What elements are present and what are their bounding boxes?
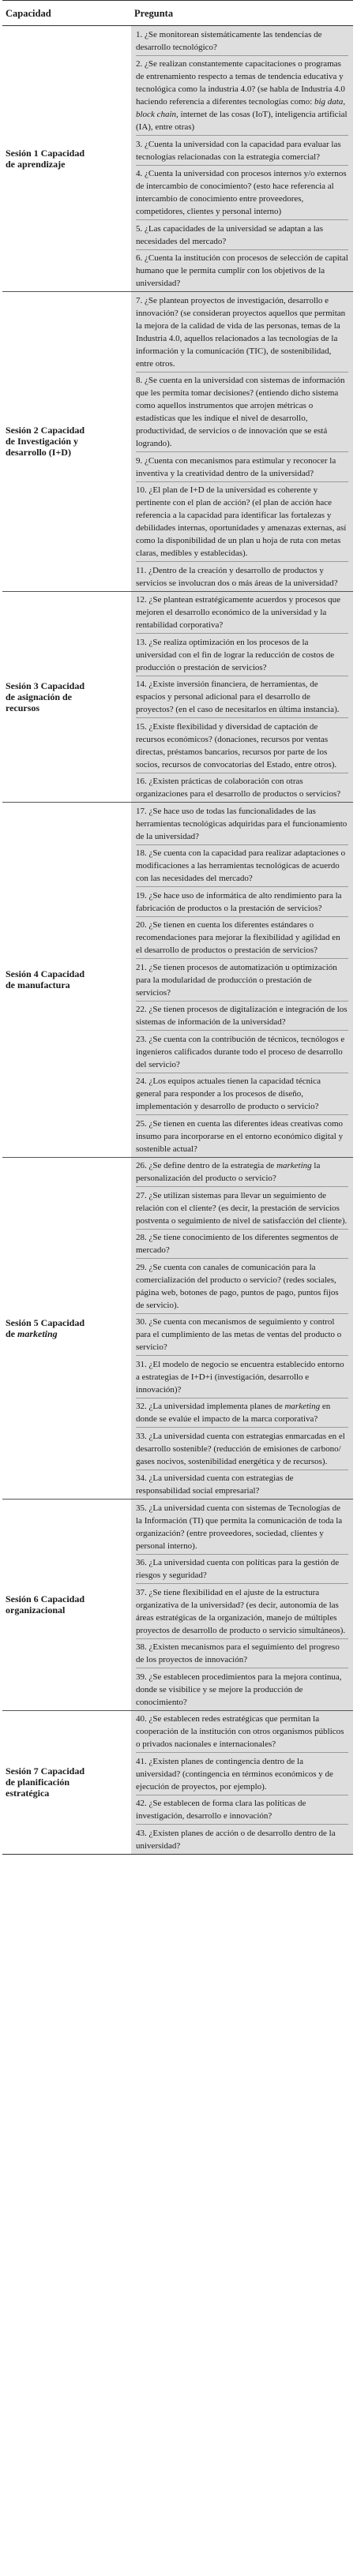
question-item: 30. ¿Se cuenta con mecanismos de seguimiento y control para el cumplimiento de las metas de ventas del producto o servicio?	[136, 1314, 348, 1357]
question-item: 8. ¿Se cuenta en la universidad con sistemas de información que les permita tomar decisiones? (entiendo dicho sistema como aquellos instrumentos que arrojen métricas o estadísticas que les indique el nivel de desarrollo, productividad, de servicios o de innovación que se está logrando).	[136, 373, 348, 453]
capacity-label: Sesión 5 Capacidad	[6, 1316, 85, 1328]
capacity-label: Sesión 7 Capacidad	[6, 1765, 85, 1777]
question-item: 35. ¿La universidad cuenta con sistemas de Tecnologías de la Información (TI) que permita la comunicación de toda la organización? (entre proveedores, sociedad, clientes y personal interno).	[136, 1500, 348, 1555]
header-pregunta: Pregunta	[131, 1, 353, 26]
table-header-row	[2, 1, 353, 26]
question-item: 38. ¿Existen mecanismos para el seguimiento del progreso de los proyectos de innovación?	[136, 1639, 348, 1669]
table-row	[2, 292, 353, 592]
capacity-label: Sesión 1 Capacidad	[6, 148, 85, 159]
question-item: 33. ¿La universidad cuenta con estrategias enmarcadas en el desarrollo sostenible? (reducción de emisiones de carbono/ gases nocivos, sostenibilidad energética y de recursos).	[136, 1428, 348, 1470]
question-item: 6. ¿Cuenta la institución con procesos de selección de capital humano que le permita cumplir con los objetivos de la universidad?	[136, 253, 348, 288]
capacity-label: de manufactura	[6, 979, 70, 991]
header-capacidad: Capacidad	[2, 1, 131, 26]
question-item: 2. ¿Se realizan constantemente capacitaciones o programas de entrenamiento respecto a temas de tendencia educativa y tecnológica como la industria 4.0? (se habla de Industria 4.0 haciendo referencia a diferentes tecnologías como: big data, block chain, internet de las cosas (IoT), inteligencia artificial (IA), entre otras)	[136, 56, 348, 137]
capacity-label: Sesión 3 Capacidad	[6, 680, 85, 691]
question-item: 26. ¿Se define dentro de la estrategia de marketing la personalización del producto o servicio?	[136, 1158, 348, 1188]
capacity-cell	[2, 591, 131, 803]
questions-cell	[131, 591, 353, 803]
question-item: 36. ¿La universidad cuenta con políticas para la gestión de riesgos y seguridad?	[136, 1555, 348, 1585]
question-item: 31. ¿El modelo de negocio se encuentra establecido entorno a estrategias de I+D+i (investigación, desarrollo e innovación)?	[136, 1356, 348, 1398]
questions-cell	[131, 803, 353, 1158]
question-item: 24. ¿Los equipos actuales tienen la capacidad técnica general para responder a los procesos de diseño, implementación y desarrollo de producto o servicio?	[136, 1073, 348, 1116]
question-item: 39. ¿Se establecen procedimientos para la mejora continua, donde se visibilice y se mejore la producción de conocimiento?	[136, 1672, 342, 1707]
capacity-label: organizacional	[6, 1604, 66, 1616]
questions-cell	[131, 26, 353, 292]
capacity-cell	[2, 803, 131, 1158]
capacity-label: de Investigación y	[6, 436, 79, 447]
table-row	[2, 591, 353, 803]
question-item: 4. ¿Cuenta la universidad con procesos internos y/o externos de intercambio de conocimiento? (esto hace referencia al intercambio de conocimiento entre proveedores, competidores, clientes y personal interno)	[136, 166, 348, 221]
capacity-cell	[2, 1500, 131, 1711]
capacity-cell	[2, 1710, 131, 1854]
capacity-label: Sesión 6 Capacidad	[6, 1593, 85, 1605]
question-item: 1. ¿Se monitorean sistemáticamente las tendencias de desarrollo tecnológico?	[136, 26, 348, 56]
capacity-cell	[2, 26, 131, 292]
capacity-label: recursos	[6, 702, 40, 713]
question-item: 3. ¿Cuenta la universidad con la capacidad para evaluar las tecnologías relacionadas con la estrategia comercial?	[136, 136, 348, 166]
question-item: 9. ¿Cuenta con mecanismos para estimular y reconocer la inventiva y la creatividad dentro de la universidad?	[136, 452, 348, 482]
question-item: 18. ¿Se cuenta con la capacidad para realizar adaptaciones o modificaciones a las herramientas tecnológicas de acuerdo con las necesidades del mercado?	[136, 845, 348, 888]
question-item: 14. ¿Existe inversión financiera, de herramientas, de espacios y personal adicional para el desarrollo de proyectos? (en el caso de necesitarlos en última instancia).	[136, 676, 348, 719]
question-item: 15. ¿Existe flexibilidad y diversidad de captación de recursos económicos? (donaciones, recursos por ventas directas, préstamos bancarios, recursos por parte de los socios, recursos de convocatorias del Estado, entre otros).	[136, 718, 348, 773]
questions-cell	[131, 1157, 353, 1500]
capacities-questions-table	[2, 0, 353, 1855]
question-item: 12. ¿Se plantean estratégicamente acuerdos y procesos que mejoren el desarrollo económico de la universidad y la rentabilidad corporativa?	[136, 592, 348, 635]
question-item: 23. ¿Se cuenta con la contribución de técnicos, tecnólogos e ingenieros calificados durante todo el proceso de desarrollo del servicio?	[136, 1031, 348, 1073]
table-row	[2, 1710, 353, 1854]
capacity-label: de planificación	[6, 1777, 70, 1788]
questions-cell	[131, 1710, 353, 1854]
question-item: 19. ¿Se hace uso de informática de alto rendimiento para la fabricación de productos o la prestación de servicios?	[136, 887, 348, 917]
capacity-label: Sesión 4 Capacidad	[6, 968, 85, 980]
question-item: 20. ¿Se tienen en cuenta los diferentes estándares o recomendaciones para mejorar la flexibilidad y agilidad en el desarrollo de productos o prestación de servicios?	[136, 917, 348, 960]
capacity-cell	[2, 1157, 131, 1500]
capacity-label: de aprendizaje	[6, 159, 66, 170]
question-item: 43. ¿Existen planes de acción o de desarrollo dentro de la universidad?	[136, 1828, 336, 1851]
table-row	[2, 26, 353, 292]
question-item: 11. ¿Dentro de la creación y desarrollo de productos y servicios se involucran dos o más áreas de la universidad?	[136, 565, 338, 588]
question-item: 16. ¿Existen prácticas de colaboración con otras organizaciones para el desarrollo de productos o servicios?	[136, 777, 341, 799]
question-item: 17. ¿Se hace uso de todas las funcionalidades de las herramientas tecnológicas adquiridas para el funcionamiento de la universidad?	[136, 803, 348, 845]
question-item: 5. ¿Las capacidades de la universidad se adaptan a las necesidades del mercado?	[136, 220, 348, 250]
question-item: 40. ¿Se establecen redes estratégicas que permitan la cooperación de la institución con otros organismos públicos o privados nacionales e internacionales?	[136, 1711, 348, 1754]
question-item: 22. ¿Se tienen procesos de digitalización e integración de los sistemas de información de la universidad?	[136, 1002, 348, 1032]
questions-cell	[131, 292, 353, 592]
question-item: 7. ¿Se plantean proyectos de investigación, desarrollo e innovación? (se consideran proyectos aquellos que permitan la mejora de la calidad de vida de las personas, temas de la Industria 4.0, aquellos relacionados a las tecnologías de la información y la comunicación (TIC), de sostenibilidad, entre otros.	[136, 292, 348, 373]
capacity-label: estratégica	[6, 1788, 50, 1799]
capacity-label: de asignación de	[6, 691, 73, 702]
question-item: 42. ¿Se establecen de forma clara las políticas de investigación, desarrollo e innovación?	[136, 1795, 348, 1825]
table-row	[2, 1500, 353, 1711]
capacity-label: desarrollo (I+D)	[6, 447, 71, 459]
capacity-cell	[2, 292, 131, 592]
question-item: 10. ¿El plan de I+D de la universidad es coherente y pertinente con el plan de acción? (el plan de acción hace referencia a la capacidad para identificar las fortalezas y debilidades internas, oportunidades y amenazas externas, así como la disponibilidad de un plan u hoja de ruta con metas claras, medibles y establecidas).	[136, 482, 348, 563]
question-item: 34. ¿La universidad cuenta con estrategias de responsabilidad social empresarial?	[136, 1473, 294, 1496]
question-item: 27. ¿Se utilizan sistemas para llevar un seguimiento de relación con el cliente? (es decir, la prestación de servicios postventa o seguimiento de nivel de satisfacción del cliente).	[136, 1187, 348, 1230]
question-item: 25. ¿Se tienen en cuenta las diferentes ideas creativas como insumo para incorporarse en el entorno económico digital y sostenible actual?	[136, 1118, 344, 1154]
question-item: 37. ¿Se tiene flexibilidad en el ajuste de la estructura organizativa de la universidad? (es decir, autonomía de las áreas estratégicas de la organización, manejo de múltiples proyectos de desarrollo de producto o servicio simultáneos).	[136, 1584, 348, 1639]
capacity-label: de marketing	[6, 1327, 58, 1339]
question-item: 28. ¿Se tiene conocimiento de los diferentes segmentos de mercado?	[136, 1230, 348, 1260]
question-item: 32. ¿La universidad implementa planes de marketing en donde se evalúe el impacto de la marca corporativa?	[136, 1398, 348, 1428]
table-body	[2, 26, 353, 1855]
question-item: 29. ¿Se cuenta con canales de comunicación para la comercialización del producto o servicio? (redes sociales, página web, botones de pago, puntos de pago, puntos fijos de servicio).	[136, 1259, 348, 1314]
question-item: 13. ¿Se realiza optimización en los procesos de la universidad con el fin de lograr la reducción de costos de producción o prestación de servicios?	[136, 634, 348, 676]
table-row	[2, 803, 353, 1158]
questions-cell	[131, 1500, 353, 1711]
table-row	[2, 1157, 353, 1500]
question-item: 21. ¿Se tienen procesos de automatización u optimización para la modularidad de producción o prestación de servicios?	[136, 959, 348, 1002]
capacity-label: Sesión 2 Capacidad	[6, 425, 85, 436]
question-item: 41. ¿Existen planes de contingencia dentro de la universidad? (contingencia en términos económicos y de ejecución de proyectos, por ejemplo).	[136, 1753, 348, 1795]
